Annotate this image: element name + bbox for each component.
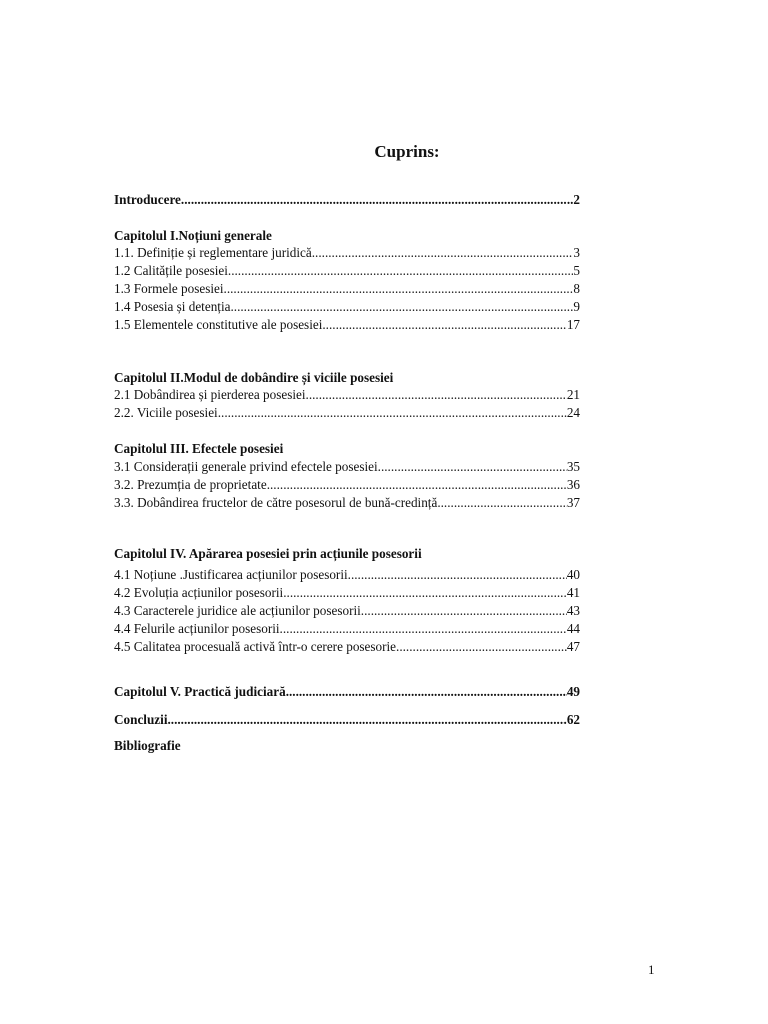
dot-leader — [283, 585, 567, 601]
toc-entry-label: 3.3. Dobândirea fructelor de către posesorul de bună-credință — [114, 495, 438, 510]
toc-entry — [114, 603, 580, 619]
toc-entry-label: 4.3 Caracterele juridice ale acțiunilor posesorii — [114, 603, 361, 618]
toc-entry-label: 1.2 Calitățile posesiei — [114, 263, 228, 278]
toc-entry-page: .62 — [563, 712, 580, 727]
toc-entry-page: 21 — [566, 387, 580, 402]
toc-entry-label: Capitolul V. Practică judiciară — [114, 684, 286, 699]
dot-leader — [286, 684, 567, 700]
toc-entry-label: 3.2. Prezumția de proprietate — [114, 477, 267, 492]
toc-entry-label: 4.2 Evoluția acțiunilor posesorii — [114, 585, 284, 600]
toc-entry-page: 36 — [566, 477, 580, 492]
toc-entry-label: 4.4 Felurile acțiunilor posesorii — [114, 621, 280, 636]
dot-leader — [312, 245, 574, 261]
toc-entry-page: 9 — [573, 299, 580, 314]
chapter-heading-4: Capitolul IV. Apărarea posesiei prin acțiunile posesorii — [114, 546, 422, 561]
dot-leader — [228, 263, 574, 279]
toc-entry — [114, 317, 580, 333]
toc-entry-label: 1.4 Posesia și detenția — [114, 299, 231, 314]
toc-entry-page: 43 — [566, 603, 580, 618]
toc-entry-page: 44 — [566, 621, 580, 636]
toc-entry-page: 17 — [566, 317, 580, 332]
toc-entry-label: 4.1 Noțiune .Justificarea acțiunilor posesorii — [114, 567, 348, 582]
page-number: 1 — [648, 962, 655, 977]
chapter-heading-1: Capitolul I.Noțiuni generale — [114, 228, 272, 243]
toc-entry-label: 2.1 Dobândirea și pierderea posesiei — [114, 387, 306, 402]
toc-entry-label: 1.5 Elementele constitutive ale posesiei — [114, 317, 323, 332]
dot-leader — [218, 405, 567, 421]
dot-leader — [181, 192, 567, 208]
toc-entry — [114, 585, 580, 601]
toc-entry-label: 4.5 Calitatea procesuală activă într-o cerere posesorie — [114, 639, 397, 654]
toc-entry-page: ..2 — [566, 192, 580, 207]
toc-entry-page: 40 — [566, 567, 580, 582]
toc-entry — [114, 567, 580, 583]
toc-entry-page: 5 — [573, 263, 580, 278]
toc-entry-page: 3 — [573, 245, 580, 260]
toc-entry-page: 24 — [566, 405, 580, 420]
dot-leader — [437, 495, 566, 511]
toc-entry — [114, 245, 580, 261]
dot-leader — [280, 621, 567, 637]
dot-leader — [267, 477, 567, 493]
page-title: Cuprins: — [374, 142, 440, 161]
toc-entry-page: 47 — [566, 639, 580, 654]
toc-entry-label: 3.1 Considerații generale privind efectele posesiei — [114, 459, 378, 474]
dot-leader — [361, 603, 567, 619]
toc-entry — [114, 387, 580, 403]
toc-entry-page: 8 — [573, 281, 580, 296]
chapter-heading-2: Capitolul II.Modul de dobândire și viciile posesiei — [114, 370, 394, 385]
dot-leader — [396, 639, 567, 655]
dot-leader — [230, 299, 573, 315]
toc-entry-label: 1.1. Definiție și reglementare juridică — [114, 245, 312, 260]
toc-entry — [114, 263, 580, 279]
toc-entry-page: 35 — [566, 459, 580, 474]
dot-leader — [348, 567, 567, 583]
toc-entry-label: Concluzii — [114, 712, 168, 727]
toc-entry-introduction — [114, 192, 580, 208]
dot-leader — [224, 281, 574, 297]
toc-entry — [114, 639, 580, 655]
dot-leader — [167, 712, 563, 728]
toc-entry — [114, 621, 580, 637]
toc-entry-chapter-5 — [114, 684, 580, 700]
toc-entry-conclusions — [114, 712, 580, 728]
toc-entry-page: 37 — [566, 495, 580, 510]
chapter-heading-3: Capitolul III. Efectele posesiei — [114, 441, 284, 456]
toc-entry-page: 41 — [566, 585, 580, 600]
toc-entry-bibliography: Bibliografie — [114, 738, 181, 753]
dot-leader — [306, 387, 567, 403]
toc-entry — [114, 459, 580, 475]
toc-entry-label: 2.2. Viciile posesiei — [114, 405, 218, 420]
toc-entry-page: 49 — [566, 684, 580, 699]
toc-entry — [114, 495, 580, 511]
toc-entry — [114, 299, 580, 315]
toc-entry — [114, 281, 580, 297]
toc-entry — [114, 405, 580, 421]
toc-entry — [114, 477, 580, 493]
dot-leader — [378, 459, 567, 475]
toc-entry-label: 1.3 Formele posesiei — [114, 281, 224, 296]
toc-entry-label: Introducere — [114, 192, 181, 207]
dot-leader — [322, 317, 566, 333]
